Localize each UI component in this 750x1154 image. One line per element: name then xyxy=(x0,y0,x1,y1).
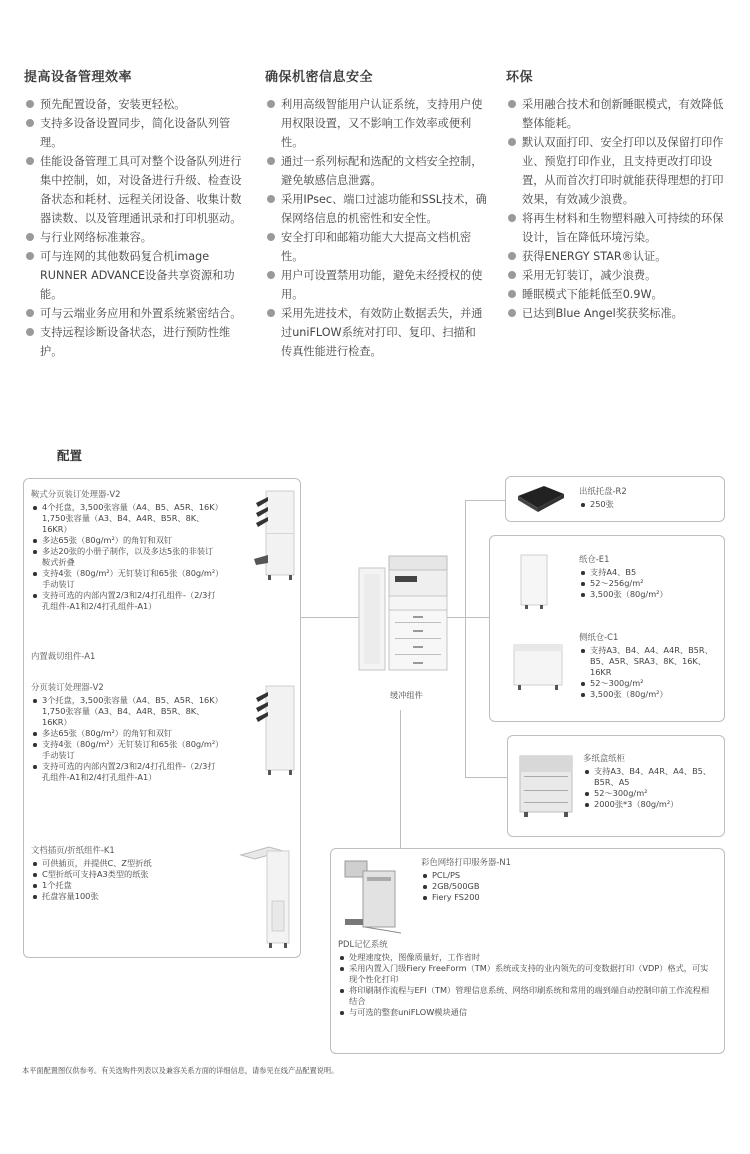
list-item: 支持4张（80g/m²）无钉装订和65张（80g/m²）手动装订 xyxy=(31,739,221,761)
buffer-label: 缓冲组件 xyxy=(390,690,423,700)
list-item: 采用无钉装订，减少浪费。 xyxy=(506,266,728,285)
list-item: 可与云端业务应用和外置系统紧密结合。 xyxy=(24,304,246,323)
list-item: 采用融合技术和创新睡眠模式，有效降低整体能耗。 xyxy=(506,95,728,133)
print-server-image xyxy=(339,857,409,937)
list-item: 52～300g/m² xyxy=(579,678,719,689)
list-item: 采用内置入门级Fiery FreeForm（TM）系统或支持的业内领先的可变数据打印（VDP）格式，可实现个性化打印 xyxy=(338,963,716,985)
inserter-folding-section xyxy=(31,845,221,902)
footnote: 本平面配置图仅供参考。有关选购件列表以及兼容关系方面的详细信息，请参见在线产品配置说明。 xyxy=(22,1066,339,1075)
column-title: 提高设备管理效率 xyxy=(24,70,133,85)
column-security xyxy=(265,66,487,361)
list-item: 通过一系列标配和选配的文档安全控制，避免敏感信息泄露。 xyxy=(265,152,487,190)
section-title: 侧纸仓-C1 xyxy=(579,632,619,642)
connector-line xyxy=(400,710,401,850)
list-item: 支持A3、B4、A4R、A4、B5、B5R、A5 xyxy=(583,766,719,788)
list-item: 与行业网络标准兼容。 xyxy=(24,228,246,247)
list-item: 佳能设备管理工具可对整个设备队列进行集中控制，如，对设备进行升级、检查设备状态和耗材、远程关闭设备、收集计数器读数、以及管理通讯录和打印机驱动。 xyxy=(24,152,246,228)
list-item: 多达20张的小册子制作，以及多达5张的非装订鞍式折叠 xyxy=(31,546,221,568)
connector-line xyxy=(300,617,360,618)
section-title: 出纸托盘-R2 xyxy=(579,486,627,496)
list-item: 已达到Blue Angel奖获奖标准。 xyxy=(506,304,728,323)
section-title: 文档插页/折纸组件-K1 xyxy=(31,845,115,855)
list-item: 可供插页，并提供C、Z型折纸 xyxy=(31,858,221,869)
list-item: 利用高级智能用户认证系统，支持用户使用权限设置，又不影响工作效率或便利性。 xyxy=(265,95,487,152)
side-deck-image xyxy=(510,639,566,695)
list-item: 支持远程诊断设备状态，进行预防性维护。 xyxy=(24,323,246,361)
list-item: 睡眠模式下能耗低至0.9W。 xyxy=(506,285,728,304)
list-item: 默认双面打印、安全打印以及保留打印作业、预览打印作业，且支持更改打印设置，从而首次打印时就能获得理想的打印效果，有效减少浪费。 xyxy=(506,133,728,209)
staple-finisher-section xyxy=(31,682,221,783)
section-title: 鞍式分页装订处理器-V2 xyxy=(31,489,121,499)
list-item: 3,500张（80g/m²） xyxy=(579,589,719,600)
list-item: 支持可选的内部内置2/3和2/4打孔组件-（2/3打孔组件-A1和2/4打孔组件-A1） xyxy=(31,590,221,612)
list-item: 支持可选的内部内置2/3和2/4打孔组件-（2/3打孔组件-A1和2/4打孔组件-A1） xyxy=(31,761,221,783)
list-item: 1个托盘 xyxy=(31,880,221,891)
feature-list xyxy=(265,95,487,361)
main-printer-image xyxy=(355,550,455,680)
list-item: 4个托盘，3,500张容量（A4、B5、A5R、16K）1,750张容量（A3、B4、A4R、B5R、8K、16KR） xyxy=(31,502,221,535)
section-title: 分页装订处理器-V2 xyxy=(31,682,104,692)
column-title: 确保机密信息安全 xyxy=(265,70,374,85)
list-item: 多达65张（80g/m²）的角钉和双钉 xyxy=(31,728,221,739)
list-item: 3个托盘，3,500张容量（A4、B5、A5R、16K）1,750张容量（A3、B4、A4R、B5R、8K、16KR） xyxy=(31,695,221,728)
list-item: 支持A3、B4、A4、A4R、B5R、B5、A5R、SRA3、8K、16K、16KR xyxy=(579,645,719,678)
list-item: 支持A4、B5 xyxy=(579,567,719,578)
list-item: 可与连网的其他数码复合机image RUNNER ADVANCE设备共享资源和功能。 xyxy=(24,247,246,304)
list-item: Fiery FS200 xyxy=(421,892,621,903)
feature-list xyxy=(506,95,728,323)
inserter-folding-image xyxy=(239,841,297,949)
list-item: 采用先进技术，有效防止数据丢失，并通过uniFLOW系统对打印、复印、扫描和传真性能进行检查。 xyxy=(265,304,487,361)
config-title: 配置 xyxy=(57,448,83,463)
list-item: 2000张*3（80g/m²） xyxy=(583,799,719,810)
column-title: 环保 xyxy=(506,70,534,85)
list-item: 托盘容量100张 xyxy=(31,891,221,902)
print-server-text xyxy=(421,857,621,903)
feature-list xyxy=(24,95,246,361)
list-item: 与可选的整套uniFLOW模块通信 xyxy=(338,1007,716,1018)
column-environment xyxy=(506,66,728,323)
cassette-unit-image xyxy=(516,752,576,820)
section-title: 彩色网络打印服务器-N1 xyxy=(421,857,511,867)
print-server-box xyxy=(330,848,725,1054)
trimmer-section xyxy=(31,651,221,664)
side-deck-text xyxy=(579,632,719,700)
saddle-finisher-section xyxy=(31,489,221,612)
list-item: 多达65张（80g/m²）的角钉和双钉 xyxy=(31,535,221,546)
connector-line xyxy=(465,777,507,778)
list-item: 52～300g/m² xyxy=(583,788,719,799)
list-item: 将再生材料和生物塑料融入可持续的环保设计，旨在降低环境污染。 xyxy=(506,209,728,247)
list-item: 将印刷制作流程与EFI（TM）管理信息系统、网络印刷系统和常用的端到端自动控制印前工作流程相结合 xyxy=(338,985,716,1007)
output-tray-text xyxy=(579,486,719,510)
finisher-options-box xyxy=(23,478,301,958)
connector-line xyxy=(465,500,505,501)
paper-deck-text xyxy=(579,554,719,600)
section-title: 内置裁切组件-A1 xyxy=(31,651,96,661)
list-item: 用户可设置禁用功能，避免未经授权的使用。 xyxy=(265,266,487,304)
list-item: 获得ENERGY STAR®认证。 xyxy=(506,247,728,266)
saddle-finisher-image xyxy=(252,489,298,581)
list-item: 采用IPsec、端口过滤功能和SSL技术，确保网络信息的机密性和安全性。 xyxy=(265,190,487,228)
staple-finisher-image xyxy=(252,684,298,776)
list-item: 52～256g/m² xyxy=(579,578,719,589)
pdl-section xyxy=(338,939,716,1018)
list-item: 支持4张（80g/m²）无钉装订和65张（80g/m²）手动装订 xyxy=(31,568,221,590)
cassette-unit-box xyxy=(507,735,725,837)
list-item: C型折纸可支持A3类型的纸张 xyxy=(31,869,221,880)
cassette-unit-text xyxy=(583,753,719,810)
list-item: 支持多设备设置同步，简化设备队列管理。 xyxy=(24,114,246,152)
output-tray-box xyxy=(505,476,725,522)
paper-deck-box xyxy=(489,535,725,722)
list-item: PCL/PS xyxy=(421,870,621,881)
list-item: 3,500张（80g/m²） xyxy=(579,689,719,700)
section-title: 纸仓-E1 xyxy=(579,554,610,564)
section-title: 多纸盒纸柜 xyxy=(583,753,625,763)
list-item: 预先配置设备，安装更轻松。 xyxy=(24,95,246,114)
paper-deck-image xyxy=(517,553,551,611)
list-item: 安全打印和邮箱功能大大提高文档机密性。 xyxy=(265,228,487,266)
connector-line xyxy=(465,500,466,617)
column-management xyxy=(24,66,246,361)
connector-line xyxy=(465,617,466,777)
section-title: PDL记忆系统 xyxy=(338,939,388,949)
list-item: 处理速度快，图像质量好，工作省时 xyxy=(338,952,716,963)
list-item: 250张 xyxy=(579,499,719,510)
list-item: 2GB/500GB xyxy=(421,881,621,892)
output-tray-image xyxy=(514,482,568,514)
